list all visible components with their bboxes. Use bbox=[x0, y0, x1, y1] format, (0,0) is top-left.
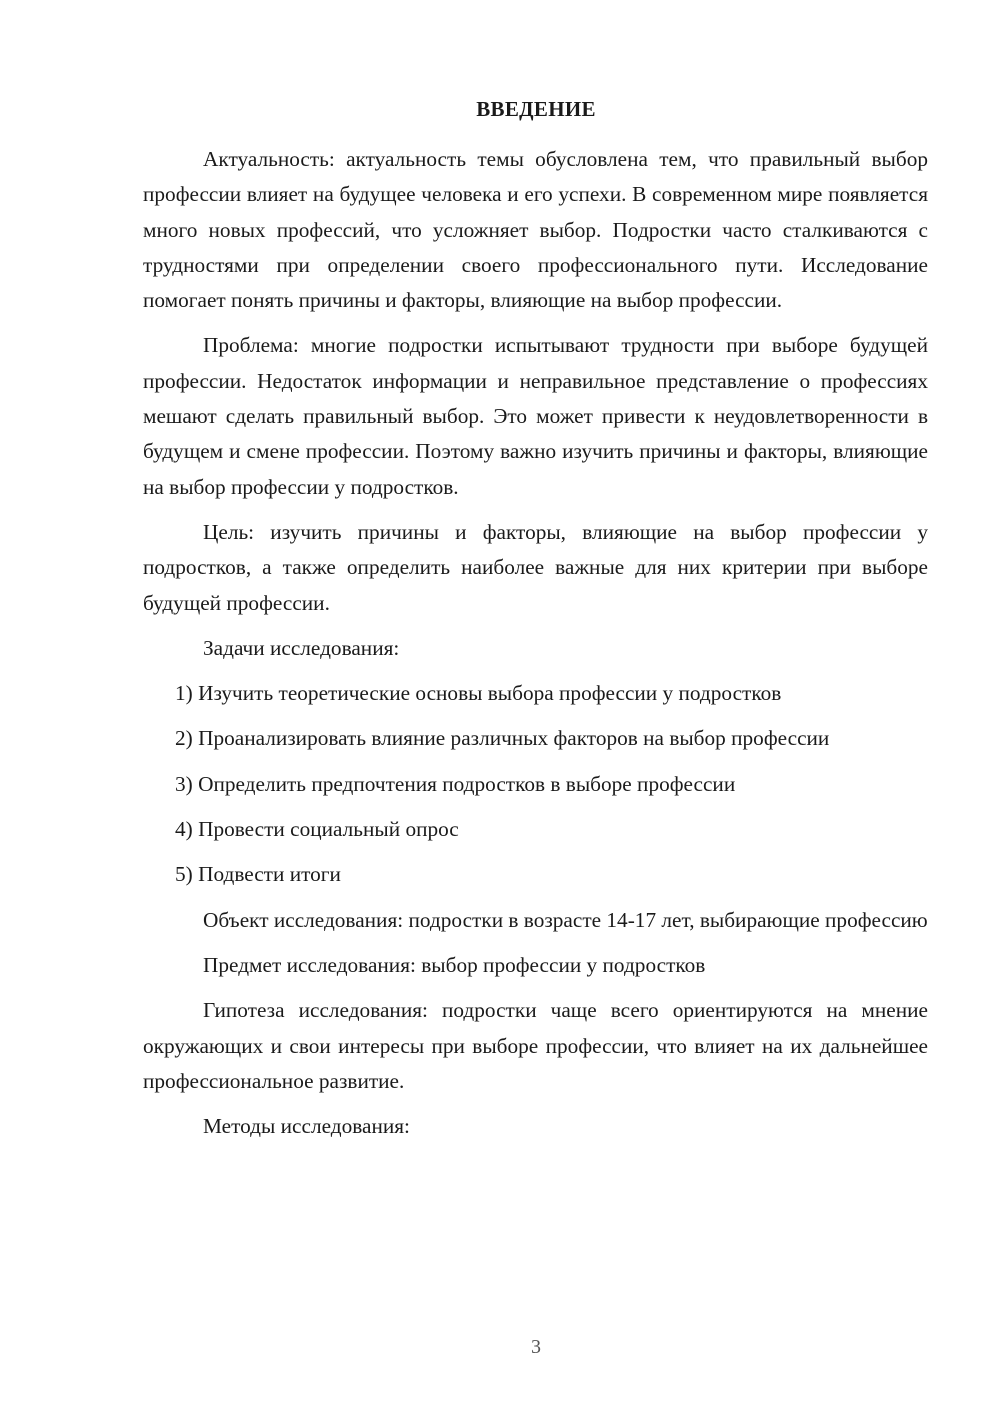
task-item-2: 2) Проанализировать влияние различных факторов на выбор профессии bbox=[175, 726, 830, 751]
paragraph-tasks-heading: Задачи исследования: bbox=[203, 635, 400, 660]
paragraph-hypothesis: Гипотеза исследования: подростки чаще всего ориентируются на мнение окружающих и свои интересы при выборе профессии, что влияет на их дальнейшее профессиональное развитие. bbox=[143, 998, 928, 1093]
paragraph-object: Объект исследования: подростки в возрасте 14-17 лет, выбирающие профессию bbox=[203, 907, 928, 932]
paragraph-relevance: Актуальность: актуальность темы обусловлена тем, что правильный выбор профессии влияет на будущее человека и его успехи. В современном мире появляется много новых профессий, что усложняет выбор. Подростки часто сталкиваются с трудностями при определении своего профессионального пути. Исследование помогает понять причины и факторы, влияющие на выбор профессии. bbox=[143, 147, 928, 313]
page-number: 3 bbox=[531, 1336, 541, 1358]
paragraph-goal: Цель: изучить причины и факторы, влияющие на выбор профессии у подростков, а также определить наиболее важные для них критерии при выборе будущей профессии. bbox=[143, 519, 928, 615]
paragraph-problem: Проблема: многие подростки испытывают трудности при выборе будущей профессии. Недостаток информации и неправильное представление о профессиях мешают сделать правильный выбор. Это может привести к неудовлетворенности в будущем и смене профессии. Поэтому важно изучить причины и факторы, влияющие на выбор профессии у подростков. bbox=[143, 333, 928, 499]
task-item-4: 4) Провести социальный опрос bbox=[175, 817, 459, 842]
task-item-3: 3) Определить предпочтения подростков в выборе профессии bbox=[175, 771, 736, 796]
task-item-5: 5) Подвести итоги bbox=[175, 862, 341, 887]
paragraph-methods: Методы исследования: bbox=[203, 1114, 410, 1139]
task-item-1: 1) Изучить теоретические основы выбора профессии у подростков bbox=[175, 681, 782, 706]
paragraph-subject: Предмет исследования: выбор профессии у подростков bbox=[203, 952, 706, 977]
document-body bbox=[143, 142, 928, 1144]
page-title: ВВЕДЕНИЕ bbox=[476, 97, 596, 121]
